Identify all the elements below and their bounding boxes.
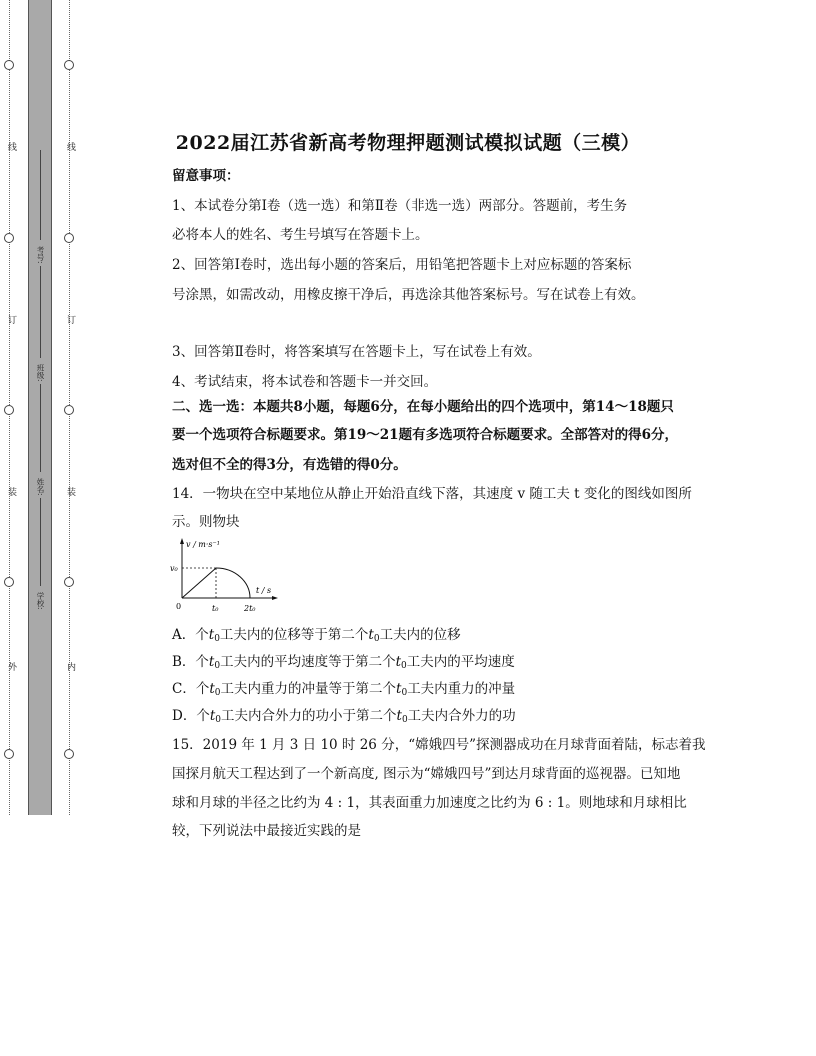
field-line-school — [40, 498, 41, 586]
q15-line: 较，下列说法中最接近实践的是 — [172, 823, 361, 839]
q15-line: 球和月球的半径之比约为 4 : 1，其表面重力加速度之比约为 6 : 1。则地球和月球相比 — [172, 795, 687, 811]
v0-tick-label: v₀ — [170, 564, 178, 573]
outer-mark-ding: 订 — [6, 315, 16, 324]
origin-label: 0 — [176, 602, 182, 611]
inner-mark-xian: 线 — [65, 142, 75, 151]
x-axis-arrow-icon — [272, 596, 278, 600]
q15-line: 15．2019 年 1 月 3 日 10 时 26 分，“嫦娥四号”探测器成功在月球背面着陆，标志着我 — [172, 737, 706, 753]
inner-mark-nei: 内 — [65, 662, 75, 671]
inner-mark-zhuang: 装 — [65, 487, 75, 496]
q15-line: 国探月航天工程达到了一个新高度, 图示为“嫦娥四号”到达月球背面的巡视器。已知地 — [172, 766, 681, 782]
notice-line: 4、考试结束，将本试卷和答题卡一并交回。 — [172, 374, 438, 390]
binding-hole-icon — [64, 233, 74, 243]
binding-hole-icon — [64, 749, 74, 759]
binding-hole-icon — [4, 577, 14, 587]
inner-mark-ding: 订 — [65, 315, 75, 324]
x-axis-label: t / s — [256, 586, 272, 595]
q14-option-d: D．个$t_0$工夫内合外力的功小于第二个$t_0$工夫内合外力的功 — [172, 708, 516, 725]
q14-option-c: C．个$t_0$工夫内重力的冲量等于第二个$t_0$工夫内重力的冲量 — [172, 681, 516, 698]
binding-hole-icon — [64, 405, 74, 415]
notice-line: 2、回答第Ⅰ卷时，选出每小题的答案后，用铅笔把答题卡上对应标题的答案标 — [172, 257, 632, 273]
binding-hole-icon — [64, 60, 74, 70]
outer-mark-xian: 线 — [6, 142, 16, 151]
binding-hole-icon — [4, 405, 14, 415]
notice-line: 号涂黑，如需改动，用橡皮擦干净后，再选涂其他答案标号。写在试卷上有效。 — [172, 287, 645, 303]
outer-mark-wai: 外 — [6, 662, 16, 671]
section-instruction-line: 二、选一选：本题共8小题，每题6分，在每小题给出的四个选项中，第14～18题只 — [172, 399, 674, 415]
t0-tick-label: t₀ — [212, 604, 219, 613]
outer-mark-zhuang: 装 — [6, 487, 16, 496]
notice-line: 必将本人的姓名、考生号填写在答题卡上。 — [172, 227, 429, 243]
linear-segment — [182, 568, 216, 598]
section-instruction-line: 要一个选项符合标题要求。第19～21题有多选项符合标题要求。全部答对的得6分， — [172, 427, 678, 443]
notice-line: 1、本试卷分第Ⅰ卷（选一选）和第Ⅱ卷（非选一选）两部分。答题前，考生务 — [172, 198, 628, 214]
notice-heading: 留意事项： — [172, 168, 240, 184]
arc-segment — [216, 568, 250, 598]
notice-line: 3、回答第Ⅱ卷时，将答案填写在答题卡上，写在试卷上有效。 — [172, 344, 541, 360]
q14-option-b: B．个$t_0$工夫内的平均速度等于第二个$t_0$工夫内的平均速度 — [172, 654, 515, 671]
field-label-name: 姓名: — [36, 478, 45, 496]
binding-hole-icon — [4, 60, 14, 70]
binding-hole-icon — [4, 233, 14, 243]
q14-stem: 14．一物块在空中某地位从静止开始沿直线下落，其速度 v 随工夫 t 变化的图线如图所 — [172, 486, 692, 502]
velocity-time-graph — [170, 536, 280, 618]
2t0-tick-label: 2t₀ — [244, 604, 256, 613]
q14-stem: 示。则物块 — [172, 514, 240, 530]
field-label-exam-number: 考号: — [36, 246, 45, 264]
binding-hole-icon — [64, 577, 74, 587]
binding-hole-icon — [4, 749, 14, 759]
section-instruction-line: 选对但不全的得3分，有选错的得0分。 — [172, 457, 407, 473]
field-line-class — [40, 266, 41, 358]
y-axis-arrow-icon — [180, 538, 184, 544]
page-title: 2022届江苏省新高考物理押题测试模拟试题（三模） — [175, 132, 641, 154]
field-label-school: 学校: — [36, 592, 45, 610]
q14-option-a: A．个$t_0$工夫内的位移等于第二个$t_0$工夫内的位移 — [172, 627, 461, 644]
field-line-exam-number — [40, 150, 41, 240]
field-line-name — [40, 384, 41, 472]
y-axis-label: v / m·s⁻¹ — [186, 540, 220, 549]
field-label-class: 班级: — [36, 364, 45, 382]
